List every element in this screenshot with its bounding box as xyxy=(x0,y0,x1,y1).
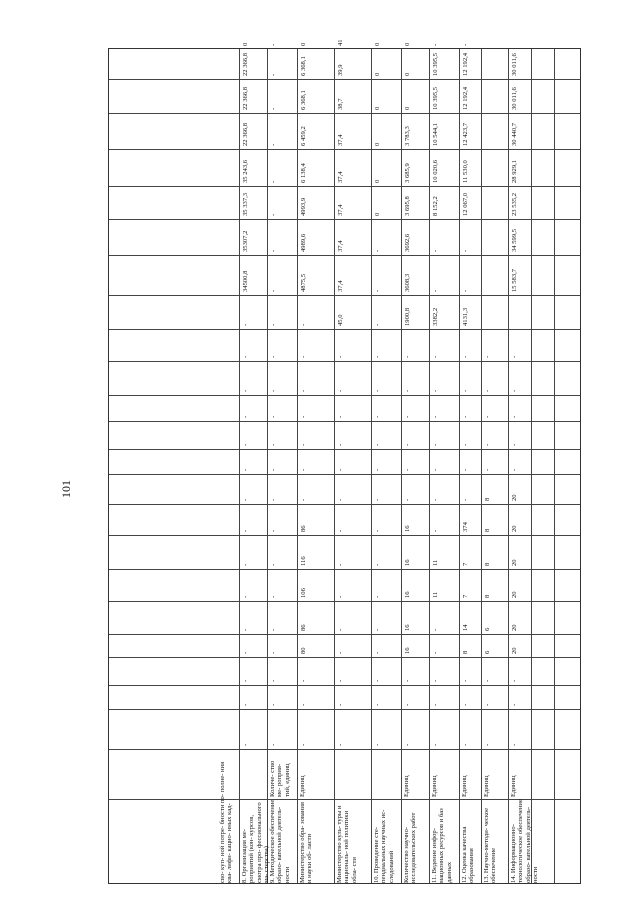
table-cell: - xyxy=(432,628,439,631)
table-cell: 12 192,4 xyxy=(462,86,469,110)
table-cell: - xyxy=(242,415,249,418)
table-row-divider xyxy=(297,49,298,883)
table-cell: 8 152,2 xyxy=(432,196,439,216)
table-cell: - xyxy=(270,289,277,292)
table-cell: - xyxy=(511,743,518,746)
table-cell: 20 xyxy=(511,559,518,566)
table-cell: 4131,3 xyxy=(462,307,469,326)
table-cell: - xyxy=(300,355,307,358)
table-cell: 35 243,6 xyxy=(242,159,249,183)
table-cell: - xyxy=(432,498,439,501)
table-cell: 0 xyxy=(374,212,381,216)
table-cell: - xyxy=(242,595,249,598)
table-cell: - xyxy=(242,703,249,706)
row-label: 9. Методическое обеспечение образо- вательной деятель- ности xyxy=(269,799,291,883)
table-cell: - xyxy=(511,415,518,418)
table-cell: - xyxy=(337,651,344,654)
table-column-divider xyxy=(109,634,580,635)
table-cell: - xyxy=(337,595,344,598)
table-cell: 7 xyxy=(462,562,469,566)
row-unit: Единиц xyxy=(403,775,410,797)
table-cell: 16 xyxy=(404,647,411,654)
table-column-divider xyxy=(109,657,580,658)
table-cell: 45,0 xyxy=(337,314,344,326)
table-cell: 6 138,4 xyxy=(300,163,307,183)
table-cell: 0 xyxy=(374,42,381,46)
table-cell: - xyxy=(484,415,491,418)
table-cell: - xyxy=(374,498,381,501)
table-cell: - xyxy=(374,389,381,392)
table-cell: 16 xyxy=(404,591,411,598)
table-cell: 7 xyxy=(462,594,469,598)
table-cell: - xyxy=(432,679,439,682)
table-cell: 4875,5 xyxy=(300,273,307,292)
table-cell: - xyxy=(337,468,344,471)
table-column-divider xyxy=(109,474,580,475)
table-cell: - xyxy=(300,743,307,746)
table-cell: 0 xyxy=(404,72,411,76)
table-cell: - xyxy=(270,180,277,183)
table-cell: 0 xyxy=(242,42,249,46)
table-cell: - xyxy=(270,628,277,631)
table-cell: 8 xyxy=(484,528,491,532)
table-cell: 8 xyxy=(484,497,491,501)
table-cell: - xyxy=(432,249,439,252)
table-column-divider xyxy=(109,449,580,450)
table-column-divider xyxy=(109,295,580,296)
table-column-divider xyxy=(109,361,580,362)
table-cell: - xyxy=(462,355,469,358)
table-cell: - xyxy=(484,355,491,358)
table-column-divider xyxy=(109,219,580,220)
table-cell: - xyxy=(270,743,277,746)
table-cell: - xyxy=(270,143,277,146)
row-unit: Единиц xyxy=(510,775,517,797)
table-cell: - xyxy=(432,43,439,46)
table-cell: - xyxy=(242,651,249,654)
table-cell: - xyxy=(300,498,307,501)
row-label: 13. Научно-методи- ческое обеспечение xyxy=(483,807,498,883)
table-cell: - xyxy=(242,628,249,631)
table-cell: 116 xyxy=(300,556,307,566)
table-cell: - xyxy=(270,389,277,392)
table-column-divider xyxy=(109,255,580,256)
table-cell: - xyxy=(432,529,439,532)
table-cell: 374 xyxy=(462,522,469,532)
table-cell: - xyxy=(242,443,249,446)
table-cell: - xyxy=(484,679,491,682)
table-cell: 6 459,2 xyxy=(300,126,307,146)
table-cell: 34 599,5 xyxy=(511,228,518,252)
table-cell: 30 011,6 xyxy=(511,87,518,110)
table-cell: - xyxy=(374,743,381,746)
table-cell: 20 xyxy=(511,494,518,501)
table-cell: - xyxy=(242,389,249,392)
table-cell: 11 530,0 xyxy=(462,160,469,183)
table-cell: 0 xyxy=(374,106,381,110)
table-cell: - xyxy=(300,679,307,682)
table-cell: - xyxy=(374,529,381,532)
table-cell: 37,4 xyxy=(337,204,344,216)
row-label: 12. Оценка качества образования xyxy=(461,826,476,883)
table-cell: - xyxy=(462,498,469,501)
table-cell: - xyxy=(337,529,344,532)
table-cell: 41 xyxy=(337,39,344,46)
table-cell: - xyxy=(374,289,381,292)
table-row-divider xyxy=(429,49,430,883)
table-row-divider xyxy=(508,49,509,883)
table-cell: 6 368,1 xyxy=(300,56,307,76)
table-cell: 16 xyxy=(404,559,411,566)
table-cell: - xyxy=(404,743,411,746)
table-cell: - xyxy=(337,703,344,706)
table-cell: - xyxy=(432,468,439,471)
table-cell: - xyxy=(511,443,518,446)
table-cell: - xyxy=(337,628,344,631)
table-cell: - xyxy=(374,468,381,471)
table-cell: - xyxy=(432,443,439,446)
row-label: Министерство куль- туры и националь- ной политики обла- сти xyxy=(336,805,358,883)
table-cell: - xyxy=(270,529,277,532)
table-cell: - xyxy=(432,355,439,358)
table-cell: 11 xyxy=(432,591,439,598)
table-cell: 3692,6 xyxy=(404,233,411,252)
table-cell: - xyxy=(270,415,277,418)
table-cell: 34500,8 xyxy=(242,270,249,292)
table-row-divider xyxy=(531,49,532,883)
table-cell: - xyxy=(270,443,277,446)
table-cell: - xyxy=(242,468,249,471)
table-cell: 0 xyxy=(300,42,307,46)
table-cell: 22 366,8 xyxy=(242,122,249,146)
row-label: 10. Проведение сте- пендиальных научных ис- следований xyxy=(373,809,395,883)
table-cell: - xyxy=(337,743,344,746)
table-cell: - xyxy=(404,355,411,358)
table-column-divider xyxy=(109,569,580,570)
table-cell: - xyxy=(242,743,249,746)
table-cell: - xyxy=(374,323,381,326)
table-cell: - xyxy=(374,628,381,631)
row-unit: Единиц xyxy=(461,775,468,797)
table-cell: - xyxy=(462,743,469,746)
table-cell: - xyxy=(462,468,469,471)
table-column-divider xyxy=(109,685,580,686)
row-unit: Единиц xyxy=(431,775,438,797)
table-cell: 10 395,5 xyxy=(432,86,439,110)
table-column-divider xyxy=(109,149,580,150)
table-cell: - xyxy=(511,703,518,706)
table-cell: 20 xyxy=(511,624,518,631)
table-cell: - xyxy=(300,443,307,446)
rotated-data-table xyxy=(108,39,581,884)
table-column-divider xyxy=(109,113,580,114)
table-cell: - xyxy=(242,355,249,358)
table-cell: 37,4 xyxy=(337,240,344,252)
table-cell: - xyxy=(270,651,277,654)
table-cell: - xyxy=(374,595,381,598)
table-cell: 37,4 xyxy=(337,171,344,183)
table-cell: - xyxy=(300,323,307,326)
table-cell: - xyxy=(404,498,411,501)
table-cell: 86 xyxy=(300,525,307,532)
table-cell: - xyxy=(242,323,249,326)
table-cell: 10 544,1 xyxy=(432,122,439,146)
table-cell: 0 xyxy=(374,179,381,183)
table-cell: 0 xyxy=(374,142,381,146)
table-cell: 0 xyxy=(404,106,411,110)
table-cell: 16 xyxy=(404,624,411,631)
table-cell: 12 423,7 xyxy=(462,122,469,146)
table-cell: 6 368,1 xyxy=(300,90,307,110)
table-cell: 11 xyxy=(432,559,439,566)
table-cell: 3 695,8 xyxy=(404,196,411,216)
table-cell: - xyxy=(484,468,491,471)
table-cell: - xyxy=(462,249,469,252)
page-number: 101 xyxy=(59,480,73,498)
table-cell: - xyxy=(270,213,277,216)
table-cell: - xyxy=(484,743,491,746)
table-cell: 16 xyxy=(404,525,411,532)
row-label: Министерство обра- зования и науки об- ласти xyxy=(299,802,314,883)
table-row-divider xyxy=(267,49,268,883)
table-column-divider xyxy=(109,421,580,422)
table-cell: - xyxy=(337,679,344,682)
table-cell: 15 583,7 xyxy=(511,268,518,292)
table-cell: - xyxy=(462,389,469,392)
table-cell: - xyxy=(337,443,344,446)
row-unit: Единиц xyxy=(483,775,490,797)
table-cell: - xyxy=(337,415,344,418)
table-column-divider xyxy=(109,395,580,396)
table-cell: - xyxy=(270,498,277,501)
table-cell: 37,4 xyxy=(337,280,344,292)
table-cell: - xyxy=(432,289,439,292)
table-row-divider xyxy=(481,49,482,883)
table-cell: 6 xyxy=(484,650,491,654)
table-cell: - xyxy=(511,679,518,682)
table-column-divider xyxy=(109,709,580,710)
table-cell: - xyxy=(404,679,411,682)
table-cell: - xyxy=(432,651,439,654)
table-cell: 20 xyxy=(511,525,518,532)
table-column-divider xyxy=(109,186,580,187)
table-cell: - xyxy=(300,389,307,392)
table-cell: 10 395,5 xyxy=(432,52,439,76)
table-cell: 37,4 xyxy=(337,134,344,146)
table-cell: - xyxy=(462,443,469,446)
table-cell: - xyxy=(511,355,518,358)
table-cell: 20 xyxy=(511,591,518,598)
table-cell: - xyxy=(484,443,491,446)
table-cell: - xyxy=(242,563,249,566)
table-cell: - xyxy=(374,355,381,358)
table-cell: - xyxy=(270,323,277,326)
table-cell: - xyxy=(270,595,277,598)
table-cell: - xyxy=(270,468,277,471)
table-cell: - xyxy=(432,703,439,706)
table-cell: - xyxy=(242,529,249,532)
table-cell: - xyxy=(432,389,439,392)
table-cell: 80 xyxy=(300,647,307,654)
table-cell: - xyxy=(337,389,344,392)
table-row-divider xyxy=(459,49,460,883)
table-row-divider xyxy=(371,49,372,883)
table-cell: 86 xyxy=(300,624,307,631)
table-cell: - xyxy=(374,443,381,446)
table-cell: - xyxy=(374,563,381,566)
table-cell: - xyxy=(484,389,491,392)
table-column-divider xyxy=(109,535,580,536)
row-label: 11. Ведение инфор- мационных ресурсов и баз данных xyxy=(431,808,453,883)
table-cell: - xyxy=(270,43,277,46)
table-row-divider xyxy=(239,49,240,883)
table-cell: 12 192,4 xyxy=(462,52,469,76)
table-row-divider xyxy=(334,49,335,883)
row-unit: Количе- ство ме- роприя- тий, единиц xyxy=(269,760,291,797)
table-cell: - xyxy=(462,43,469,46)
table-cell: 35307,2 xyxy=(242,230,249,252)
table-column-divider xyxy=(109,749,580,750)
table-cell: - xyxy=(404,415,411,418)
table-cell: 35 337,3 xyxy=(242,192,249,216)
table-cell: - xyxy=(337,563,344,566)
table-cell: - xyxy=(242,498,249,501)
table-cell: - xyxy=(462,679,469,682)
table-cell: - xyxy=(300,415,307,418)
row-unit: Единиц xyxy=(299,775,306,797)
table-cell: - xyxy=(374,651,381,654)
table-cell: - xyxy=(374,415,381,418)
row-label: 8. Организация ме- роприятий (кон- курсов, смотра про- фессионального ма- стерства) xyxy=(241,802,271,883)
table-cell: 3608,3 xyxy=(404,273,411,292)
table-cell: - xyxy=(404,703,411,706)
table-cell: - xyxy=(270,679,277,682)
table-cell: 14 xyxy=(462,624,469,631)
table-column-divider xyxy=(109,329,580,330)
table-cell: - xyxy=(462,703,469,706)
table-cell: 3382,2 xyxy=(432,307,439,326)
table-cell: - xyxy=(337,355,344,358)
table-cell: - xyxy=(374,679,381,682)
table-cell: 8 xyxy=(484,562,491,566)
table-cell: 22 366,8 xyxy=(242,86,249,110)
table-cell: - xyxy=(270,107,277,110)
table-cell: - xyxy=(300,468,307,471)
table-cell: - xyxy=(404,468,411,471)
table-row-divider xyxy=(554,49,555,883)
table-cell: - xyxy=(242,679,249,682)
table-cell: 30 011,6 xyxy=(511,53,518,76)
table-cell: 8 xyxy=(484,594,491,598)
table-cell: - xyxy=(404,389,411,392)
table-cell: - xyxy=(404,443,411,446)
table-cell: 38,7 xyxy=(337,98,344,110)
table-cell: - xyxy=(511,389,518,392)
table-cell: 0 xyxy=(374,72,381,76)
table-cell: 39,9 xyxy=(337,64,344,76)
table-cell: 106 xyxy=(300,588,307,598)
table-cell: 30 440,7 xyxy=(511,122,518,146)
table-cell: 1900,8 xyxy=(404,307,411,326)
table-cell: 28 929,1 xyxy=(511,159,518,183)
table-cell: - xyxy=(462,289,469,292)
header-cell: сво- куп- ной потре- бности по- полне- ния ква- лифи- кацио- нных кад- xyxy=(219,761,234,883)
row-label: 14. Информационно- технологическое обеспечение образо- вательной деятель- ности xyxy=(510,799,540,883)
table-cell: 20 xyxy=(511,647,518,654)
table-cell: - xyxy=(270,73,277,76)
table-cell: 4993,9 xyxy=(300,197,307,216)
table-cell: 0 xyxy=(404,42,411,46)
table-column-divider xyxy=(109,601,580,602)
table-cell: - xyxy=(270,355,277,358)
table-column-divider xyxy=(109,79,580,80)
table-cell: - xyxy=(432,743,439,746)
table-cell: - xyxy=(462,415,469,418)
table-cell: - xyxy=(270,703,277,706)
table-cell: - xyxy=(374,249,381,252)
table-cell: - xyxy=(270,249,277,252)
row-label: Количество научно- исследовательских работ xyxy=(403,812,418,883)
table-cell: 6 xyxy=(484,627,491,631)
table-column-divider xyxy=(109,504,580,505)
table-cell: 12 067,0 xyxy=(462,192,469,216)
table-cell: - xyxy=(511,468,518,471)
table-cell: - xyxy=(337,498,344,501)
table-cell: 23 535,2 xyxy=(511,192,518,216)
table-cell: - xyxy=(374,703,381,706)
table-cell: - xyxy=(300,703,307,706)
table-cell: 4989,6 xyxy=(300,233,307,252)
table-cell: 3 783,3 xyxy=(404,126,411,146)
table-cell: - xyxy=(484,703,491,706)
table-cell: 8 xyxy=(462,650,469,654)
table-cell: - xyxy=(432,415,439,418)
table-row-divider xyxy=(401,49,402,883)
table-cell: 10 020,6 xyxy=(432,159,439,183)
table-cell: 3 685,9 xyxy=(404,163,411,183)
table-cell: - xyxy=(270,563,277,566)
table-cell: 22 366,8 xyxy=(242,52,249,76)
